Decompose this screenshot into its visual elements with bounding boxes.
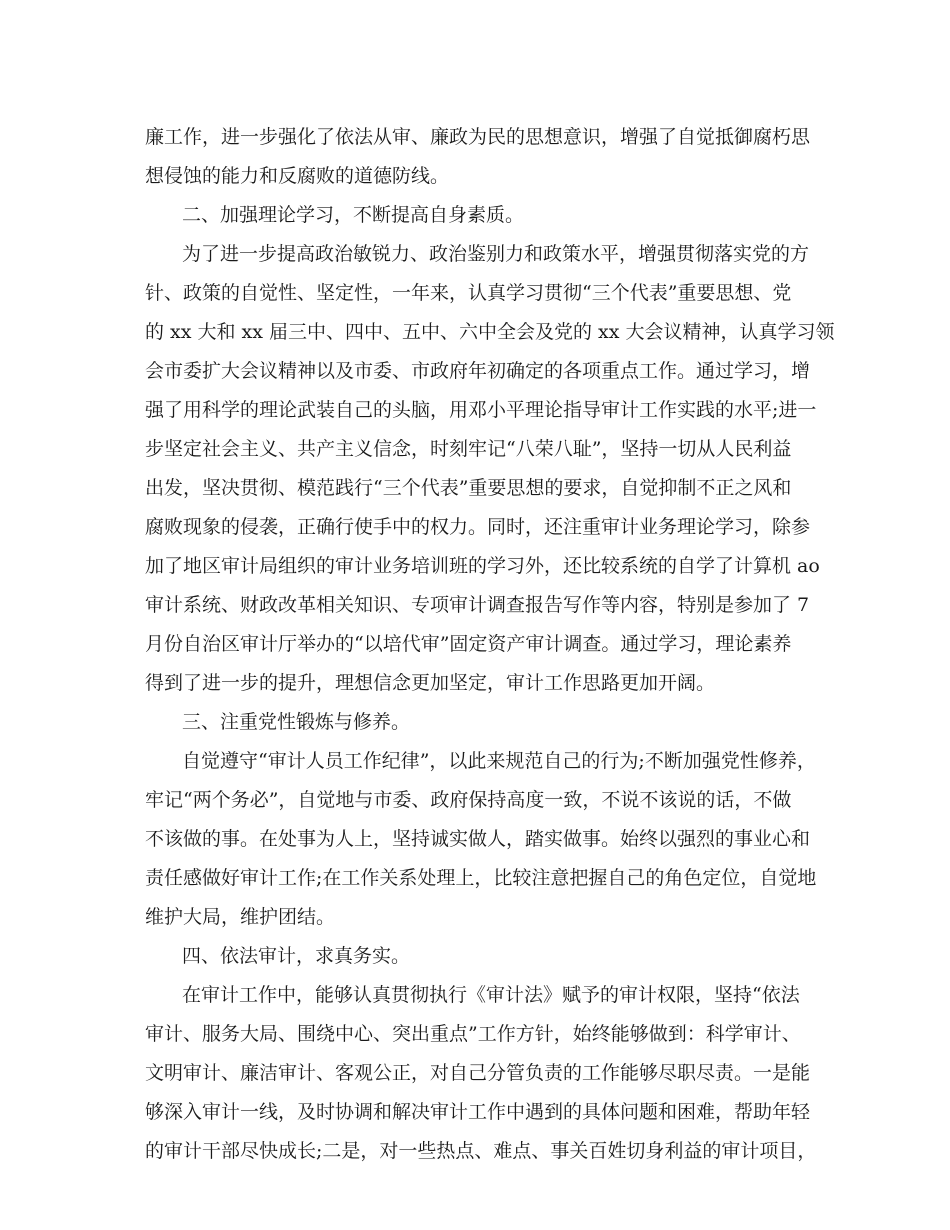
text-line: 得到了进一步的提升，理想信念更加坚定，审计工作思路更加开阔。	[145, 672, 716, 694]
text-line: 牢记“两个务必”，自觉地与市委、政府保持高度一致，不说不该说的话，不做	[145, 789, 792, 811]
text-line: 腐败现象的侵袭，正确行使手中的权力。同时，还注重审计业务理论学习，除参	[145, 516, 811, 538]
paragraph-first-line: 三、注重党性锻炼与修养。	[182, 711, 411, 733]
text-line: 的审计干部尽快成长;二是，对一些热点、难点、事关百姓切身利益的审计项目，	[145, 1140, 817, 1162]
paragraph-first-line: 四、依法审计，求真务实。	[182, 945, 411, 967]
text-line: 的 xx 大和 xx 届三中、四中、五中、六中全会及党的 xx 大会议精神，认真学习领	[145, 321, 835, 343]
text-line: 审计、服务大局、围绕中心、突出重点”工作方针，始终能够做到：科学审计、	[145, 1023, 801, 1045]
text-line: 维护大局，维护团结。	[145, 906, 336, 928]
paragraph-first-line: 自觉遵守“审计人员工作纪律”，以此来规范自己的行为;不断加强党性修养，	[182, 750, 816, 772]
paragraph-first-line: 二、加强理论学习，不断提高自身素质。	[182, 204, 525, 226]
text-line: 月份自治区审计厅举办的“以培代审”固定资产审计调查。通过学习，理论素养	[145, 633, 792, 655]
text-line: 够深入审计一线，及时协调和解决审计工作中遇到的具体问题和困难，帮助年轻	[145, 1101, 811, 1123]
text-line: 文明审计、廉洁审计、客观公正，对自己分管负责的工作能够尽职尽责。一是能	[145, 1062, 811, 1084]
text-line: 加了地区审计局组织的审计业务培训班的学习外，还比较系统的自学了计算机 ao	[145, 555, 820, 577]
text-line: 步坚定社会主义、共产主义信念，时刻牢记“八荣八耻”，坚持一切从人民利益	[145, 438, 792, 460]
text-line: 审计系统、财政改革相关知识、专项审计调查报告写作等内容，特别是参加了 7	[145, 594, 810, 616]
paragraph-first-line: 为了进一步提高政治敏锐力、政治鉴别力和政策水平，增强贯彻落实党的方	[182, 243, 810, 265]
text-line: 强了用科学的理论武装自己的头脑，用邓小平理论指导审计工作实践的水平;进一	[145, 399, 817, 421]
paragraph-first-line: 在审计工作中，能够认真贯彻执行《审计法》赋予的审计权限，坚持“依法	[182, 984, 800, 1006]
text-line: 出发，坚决贯彻、模范践行“三个代表”重要思想的要求，自觉抑制不正之风和	[145, 477, 792, 499]
document-body	[145, 118, 835, 1171]
text-line: 廉工作，进一步强化了依法从审、廉政为民的思想意识，增强了自觉抵御腐朽思	[145, 126, 811, 148]
text-line: 想侵蚀的能力和反腐败的道德防线。	[145, 165, 450, 187]
text-line: 会市委扩大会议精神以及市委、市政府年初确定的各项重点工作。通过学习，增	[145, 360, 811, 382]
text-line: 针、政策的自觉性、坚定性，一年来，认真学习贯彻“三个代表”重要思想、党	[145, 282, 792, 304]
text-line: 责任感做好审计工作;在工作关系处理上，比较注意把握自己的角色定位，自觉地	[145, 867, 817, 889]
text-line: 不该做的事。在处事为人上，坚持诚实做人，踏实做事。始终以强烈的事业心和	[145, 828, 811, 850]
